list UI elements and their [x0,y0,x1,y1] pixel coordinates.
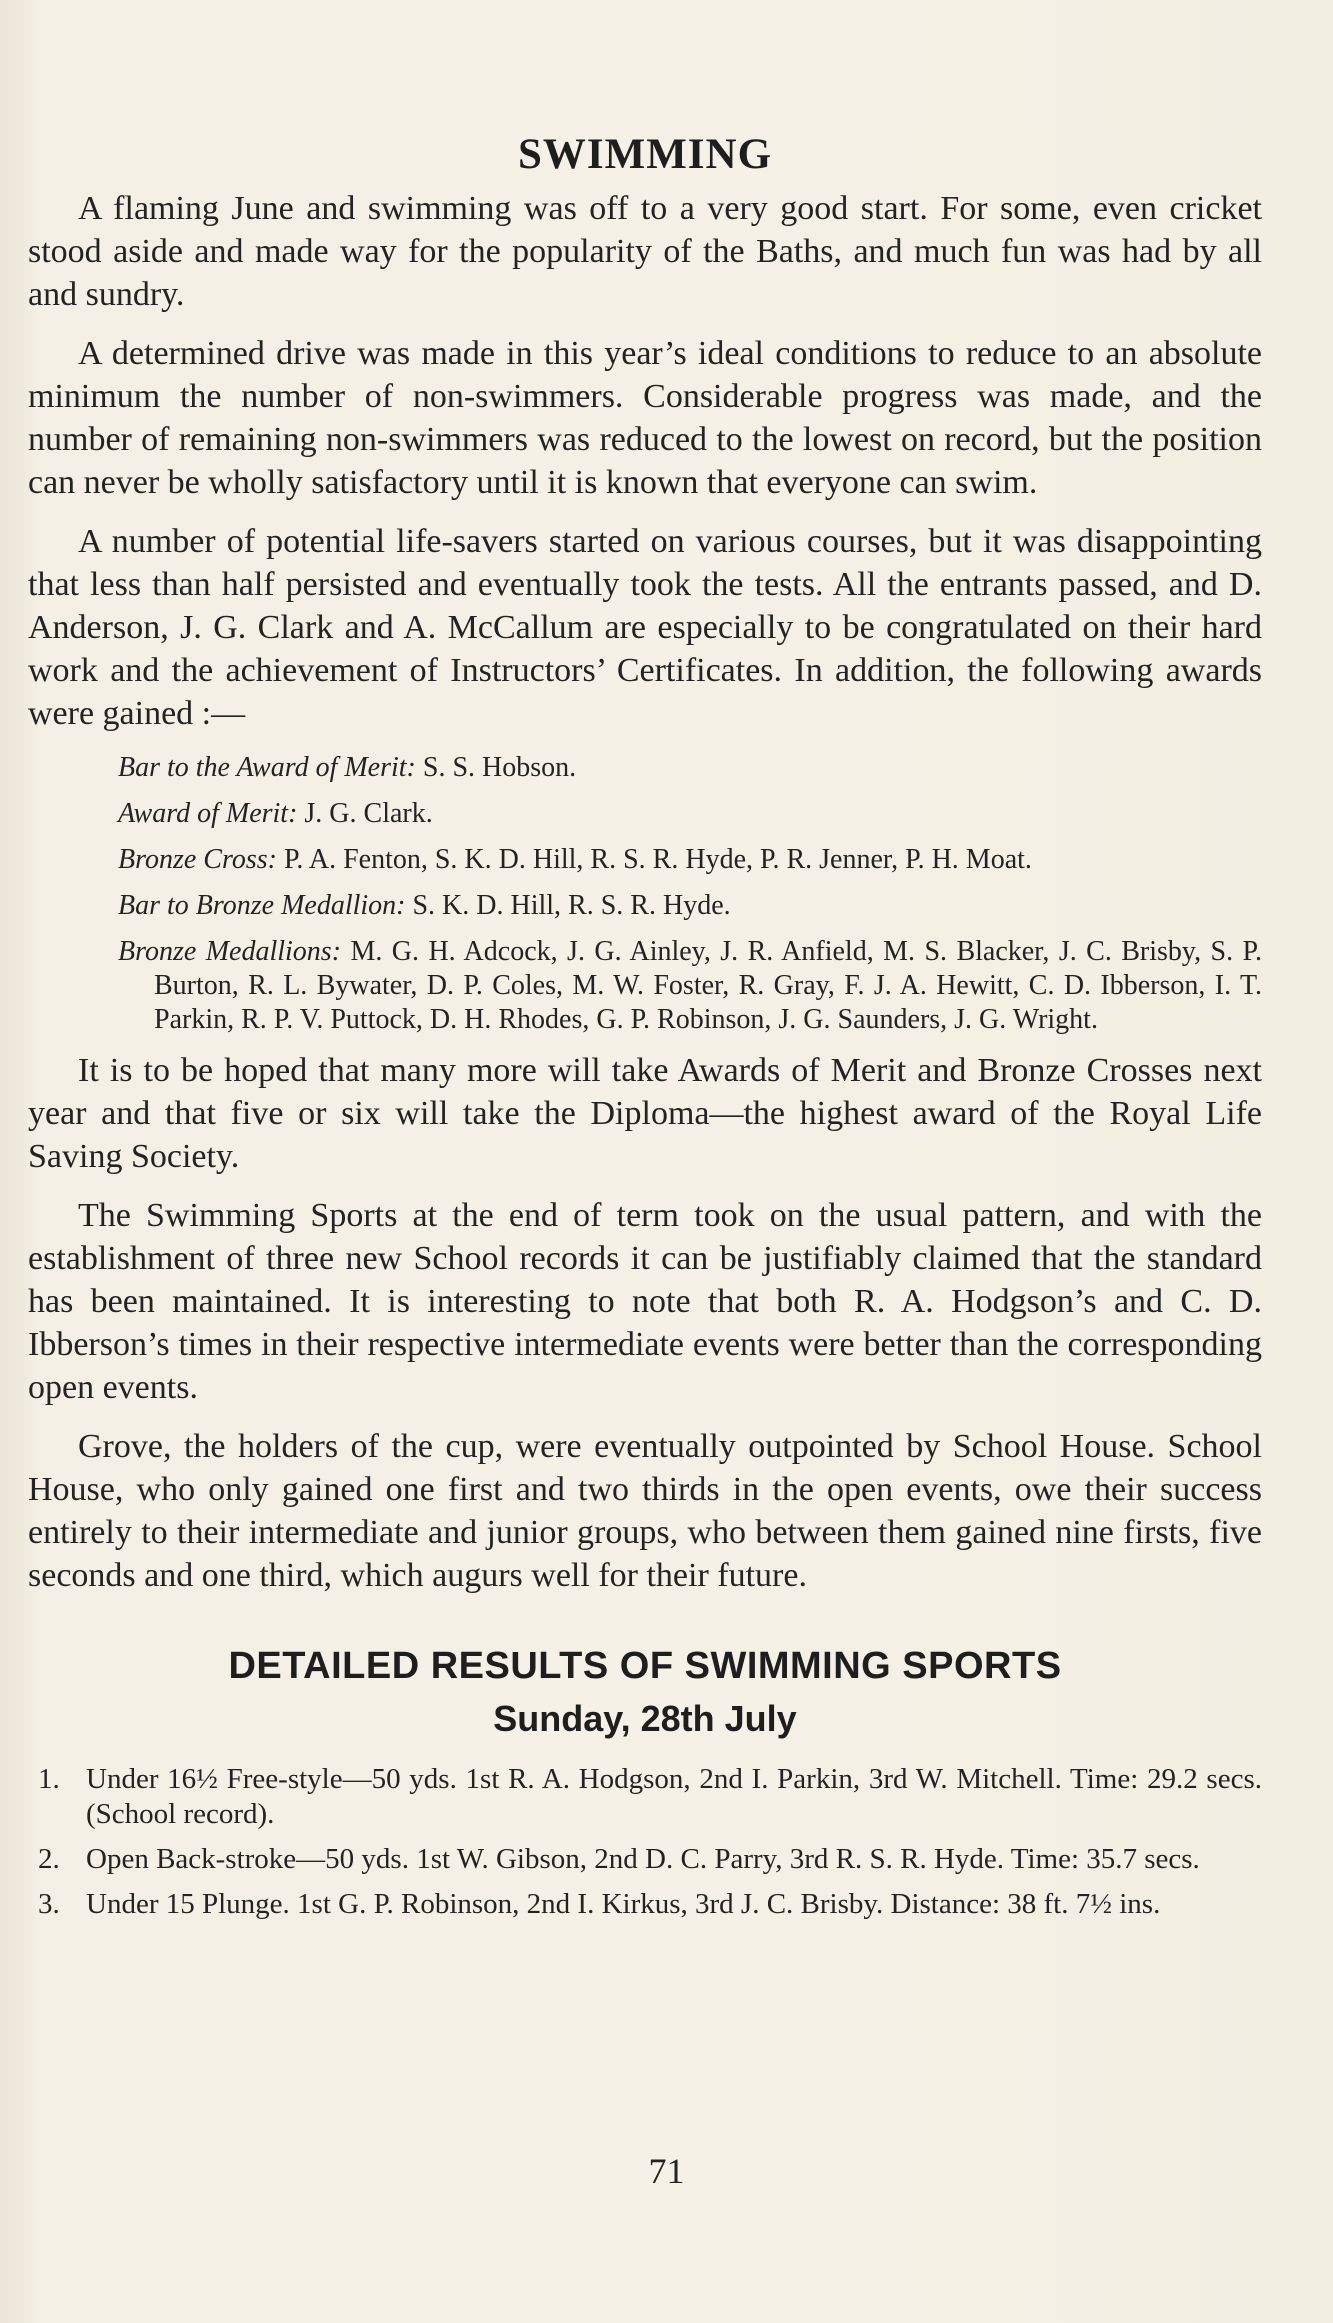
awards-list [28,751,1262,1037]
paragraph-sports: The Swimming Sports at the end of term took on the usual pattern, and with the establishment of three new School records it can be justifiably claimed that the standard has been maintained. It is interesting to note that both R. A. Hodgson’s and C. D. Ibberson’s times in their respective intermediate events were better than the corresponding open events. [28,1197,1262,1406]
award-item [118,797,1262,831]
paragraph-life-savers: A number of potential life-savers started on various courses, but it was disappointing that less than half persisted and eventually took the tests. All the entrants passed, and D. Anderson, J. G. Clark and A. McCallum are especially to be congratulated on their hard work and the achievement of Instructors’ Certificates. In addition, the following awards were gained :— [28,523,1262,732]
award-names: J. G. Clark. [304,798,433,829]
results-list [28,1762,1262,1922]
award-item [118,751,1262,785]
result-text: Under 16½ Free-style—50 yds. 1st R. A. Hodgson, 2nd I. Parkin, 3rd W. Mitchell. Time: 29.2 secs. (School record). [86,1763,1262,1830]
result-text: Open Back-stroke—50 yds. 1st W. Gibson, 2nd D. C. Parry, 3rd R. S. R. Hyde. Time: 35.7 secs. [86,1843,1200,1875]
page-content [28,130,1262,1932]
result-item [28,1887,1262,1922]
result-item [28,1842,1262,1877]
award-names: M. G. H. Adcock, J. G. Ainley, J. R. Anfield, M. S. Blacker, J. C. Brisby, S. P. Burton, R. L. Bywater, D. P. Coles, M. W. Foster, R. Gray, F. J. A. Hewitt, C. D. Ibberson, I. T. Parkin, R. P. V. Puttock, D. H. Rhodes, G. P. Robinson, J. G. Saunders, J. G. Wright. [154,936,1262,1035]
award-item [118,889,1262,923]
award-label: Bronze Medallions: [118,936,342,967]
award-item [118,935,1262,1037]
award-label: Bar to the Award of Merit: [118,752,416,783]
results-heading: DETAILED RESULTS OF SWIMMING SPORTS [228,1645,1062,1687]
award-label: Award of Merit: [118,798,298,829]
page-number: 71 [648,2151,685,2191]
paragraph-non-swimmers: A determined drive was made in this year’s ideal conditions to reduce to an absolute minimum the number of non-swimmers. Considerable progress was made, and the number of remaining non-swimmers was reduced to the lowest on record, but the position can never be wholly satisfactory until it is known that everyone can swim. [28,335,1262,501]
award-item [118,843,1262,877]
award-label: Bar to Bronze Medallion: [118,890,406,921]
award-label: Bronze Cross: [118,844,277,875]
paragraph-houses: Grove, the holders of the cup, were eventually outpointed by School House. School House, who only gained one first and two thirds in the open events, owe their success entirely to their intermediate and junior groups, who between them gained nine firsts, five seconds and one third, which augurs well for their future. [28,1428,1262,1594]
result-number: 3. [38,1888,60,1920]
page-title: SWIMMING [517,131,773,178]
result-number: 2. [38,1843,60,1875]
results-date: Sunday, 28th July [493,1698,797,1739]
result-number: 1. [38,1763,60,1795]
paragraph-hopes: It is to be hoped that many more will take Awards of Merit and Bronze Crosses next year and that five or six will take the Diploma—the highest award of the Royal Life Saving Society. [28,1052,1262,1175]
award-names: S. K. D. Hill, R. S. R. Hyde. [412,890,731,921]
paragraph-intro: A flaming June and swimming was off to a very good start. For some, even cricket stood aside and made way for the popularity of the Baths, and much fun was had by all and sundry. [28,190,1262,313]
award-names: S. S. Hobson. [422,752,577,783]
result-item [28,1762,1262,1832]
award-names: P. A. Fenton, S. K. D. Hill, R. S. R. Hyde, P. R. Jenner, P. H. Moat. [283,844,1032,875]
result-text: Under 15 Plunge. 1st G. P. Robinson, 2nd I. Kirkus, 3rd J. C. Brisby. Distance: 38 ft. 7½ ins. [86,1888,1161,1920]
